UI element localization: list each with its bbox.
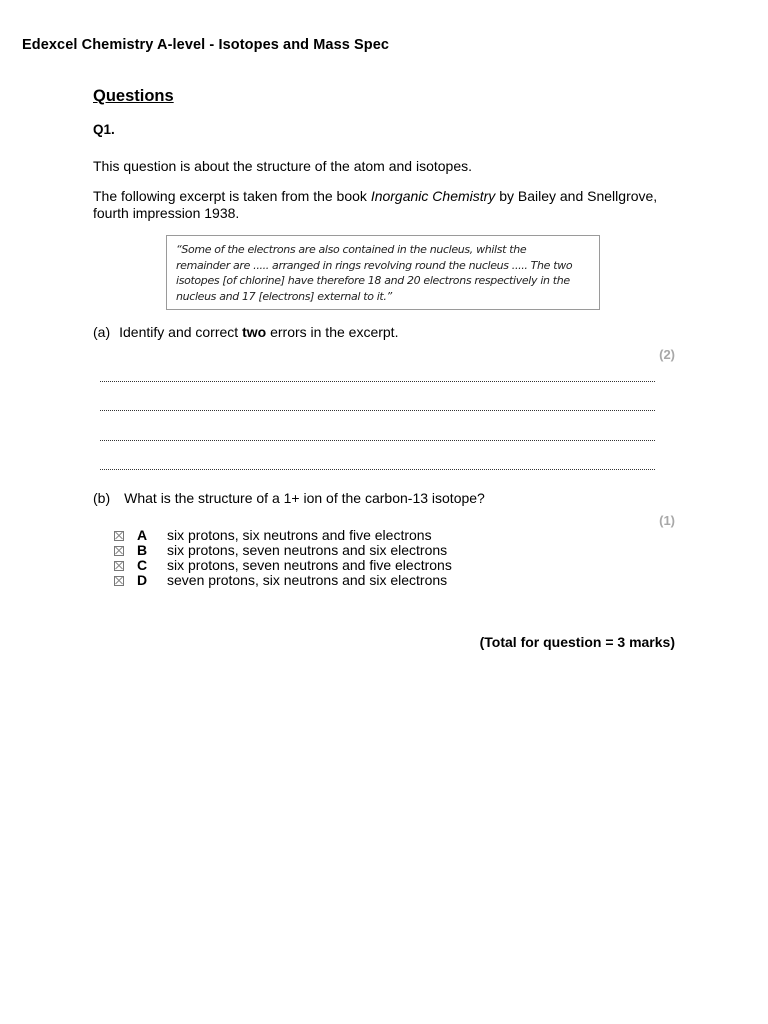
part-a-text-before: Identify and correct bbox=[119, 324, 243, 340]
excerpt-line: nucleus and 17 [electrons] external to it.” bbox=[176, 289, 392, 303]
question-number: Q1. bbox=[93, 122, 115, 137]
excerpt-box bbox=[166, 235, 600, 310]
checkbox-icon[interactable] bbox=[114, 576, 124, 586]
part-b-text: What is the structure of a 1+ ion of the carbon-13 isotope? bbox=[124, 490, 485, 506]
part-a-marks: (2) bbox=[659, 347, 675, 362]
option-d[interactable] bbox=[114, 573, 447, 588]
option-b[interactable] bbox=[114, 543, 447, 558]
checkbox-icon[interactable] bbox=[114, 546, 124, 556]
option-letter: A bbox=[137, 527, 148, 543]
part-a-text-bold: two bbox=[242, 324, 267, 340]
document-header: Edexcel Chemistry A-level - Isotopes and Mass Spec bbox=[22, 37, 390, 53]
excerpt-text bbox=[176, 242, 590, 304]
part-a-label: (a) bbox=[93, 324, 111, 340]
question-intro: This question is about the structure of the atom and isotopes. bbox=[93, 158, 472, 174]
total-marks: (Total for question = 3 marks) bbox=[479, 634, 675, 650]
source-book-title: Inorganic Chemistry bbox=[370, 188, 496, 204]
answer-line-3[interactable] bbox=[100, 440, 655, 441]
option-text: six protons, six neutrons and five electrons bbox=[167, 527, 432, 543]
source-text-before: The following excerpt is taken from the book bbox=[93, 188, 371, 204]
option-letter: B bbox=[137, 542, 148, 558]
option-text: six protons, seven neutrons and five electrons bbox=[167, 557, 452, 573]
option-letter: D bbox=[137, 572, 148, 588]
source-text-after: by Bailey and Snellgrove, bbox=[495, 188, 658, 204]
source-text-line2: fourth impression 1938. bbox=[93, 205, 240, 221]
checkbox-icon[interactable] bbox=[114, 531, 124, 541]
part-b-prompt bbox=[93, 490, 485, 507]
option-text: seven protons, six neutrons and six electrons bbox=[167, 572, 448, 588]
answer-line-2[interactable] bbox=[100, 410, 655, 411]
option-c[interactable] bbox=[114, 558, 452, 573]
part-a-prompt bbox=[93, 324, 398, 341]
excerpt-line: remainder are ..... arranged in rings revolving round the nucleus ..... The two bbox=[176, 258, 573, 272]
excerpt-line: isotopes [of chlorine] have therefore 18 and 20 electrons respectively in the bbox=[176, 274, 570, 287]
answer-line-1[interactable] bbox=[100, 381, 655, 382]
option-letter: C bbox=[137, 557, 148, 573]
option-text: six protons, seven neutrons and six electrons bbox=[167, 542, 448, 558]
excerpt-line: “Some of the electrons are also contained in the nucleus, whilst the bbox=[176, 243, 527, 256]
section-heading: Questions bbox=[93, 87, 174, 105]
source-citation bbox=[93, 188, 693, 222]
answer-line-4[interactable] bbox=[100, 469, 655, 470]
part-a-text-after: errors in the excerpt. bbox=[266, 324, 399, 340]
part-b-marks: (1) bbox=[659, 513, 675, 528]
option-a[interactable] bbox=[114, 528, 432, 543]
checkbox-icon[interactable] bbox=[114, 561, 124, 571]
part-b-label: (b) bbox=[93, 490, 111, 506]
